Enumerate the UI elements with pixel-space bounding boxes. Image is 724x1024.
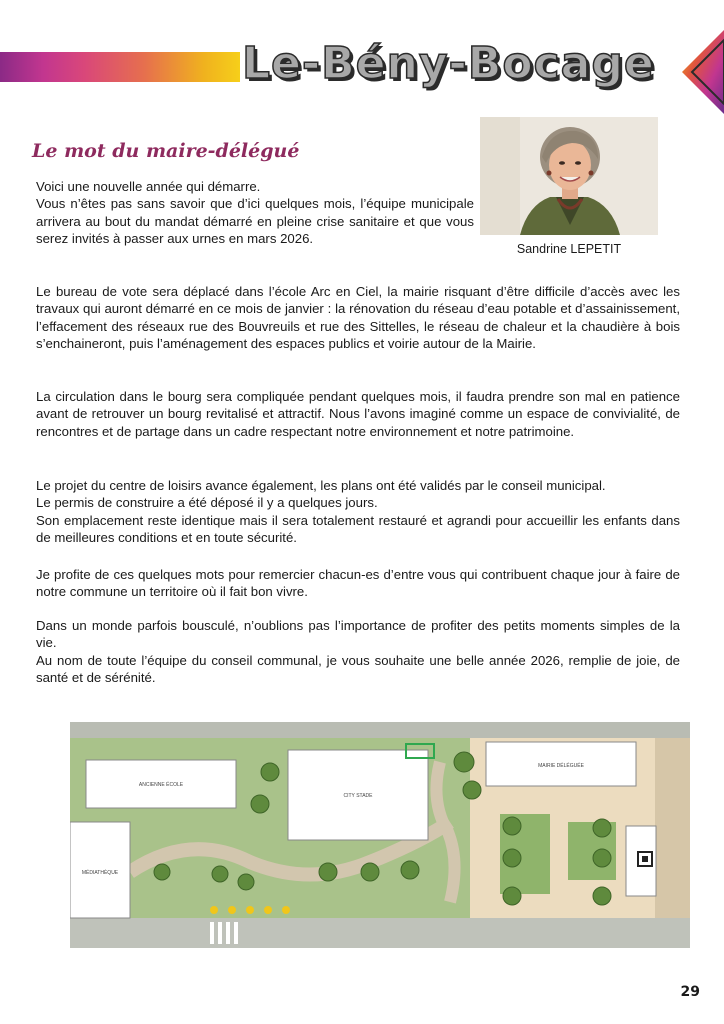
- paragraph-5: Je profite de ces quelques mots pour remercier chacun-es d’entre vous qui contribuent chaque jour à faire de notre commune un territoire où il fait bon vivre.: [36, 567, 680, 600]
- label-mediatheque: MÉDIATHÈQUE: [81, 870, 119, 876]
- paragraph-4: Le projet du centre de loisirs avance également, les plans ont été validés par le conseil municipal. Le permis de construire a été déposé il y a quelques jours. Son emplacement reste identique mais il sera totalement restauré et agrandi pour accueillir les enfants dans de meilleures conditions et en toute sécurité.: [36, 478, 680, 546]
- header-gradient-bar: [0, 52, 240, 82]
- photo-caption: Sandrine LEPETIT: [516, 242, 622, 256]
- site-plan-map: [70, 722, 690, 948]
- mayor-portrait: [480, 117, 658, 235]
- paragraph-6: Dans un monde parfois bousculé, n’oublions pas l’importance de profiter des petits moments simples de la vie. Au nom de toute l’équipe du conseil communal, je vous souhaite une belle année 2026, remplie de joie, de santé et de sérénité.: [36, 618, 680, 686]
- label-ancienne-ecole: ANCIENNE ÉCOLE: [138, 782, 184, 788]
- commune-title: Le-Bény-Bocage: [242, 38, 655, 89]
- paragraph-2: Le bureau de vote sera déplacé dans l’école Arc en Ciel, la mairie risquant d’être difficile d’accès avec les travaux qui auront démarré en ce mois de janvier : la rénovation du réseau d’eau potable et d’assainissement, l’effacement des réseaux rue des Bouvreuils et rue des Sittelles, le réseau de chaleur et la chaudière à bois s’enchaineront, puis l’aménagement des espaces publics et voirie autour de la Mairie.: [36, 284, 680, 352]
- label-city-stade: CITY STADE: [343, 793, 373, 799]
- paragraph-1: Voici une nouvelle année qui démarre. Vous n’êtes pas sans savoir que d’ici quelques mois, l’équipe municipale arrivera au bout du mandat démarré en pleine crise sanitaire et que vous serez invités à passer aux urnes en mars 2026.: [36, 179, 474, 247]
- article-title: Le mot du maire-délégué: [32, 140, 300, 162]
- label-mairie: MAIRIE DÉLÉGUÉE: [538, 763, 584, 769]
- page-number: 29: [680, 984, 700, 1000]
- header-corner-decoration: [682, 30, 724, 114]
- paragraph-3: La circulation dans le bourg sera compliquée pendant quelques mois, il faudra prendre son mal en patience avant de retrouver un bourg revitalisé et attractif. Nous l’avons imaginé comme un espace de convivialité, de rencontres et de partage dans un cadre respectant notre environnement et notre patrimoine.: [36, 389, 680, 439]
